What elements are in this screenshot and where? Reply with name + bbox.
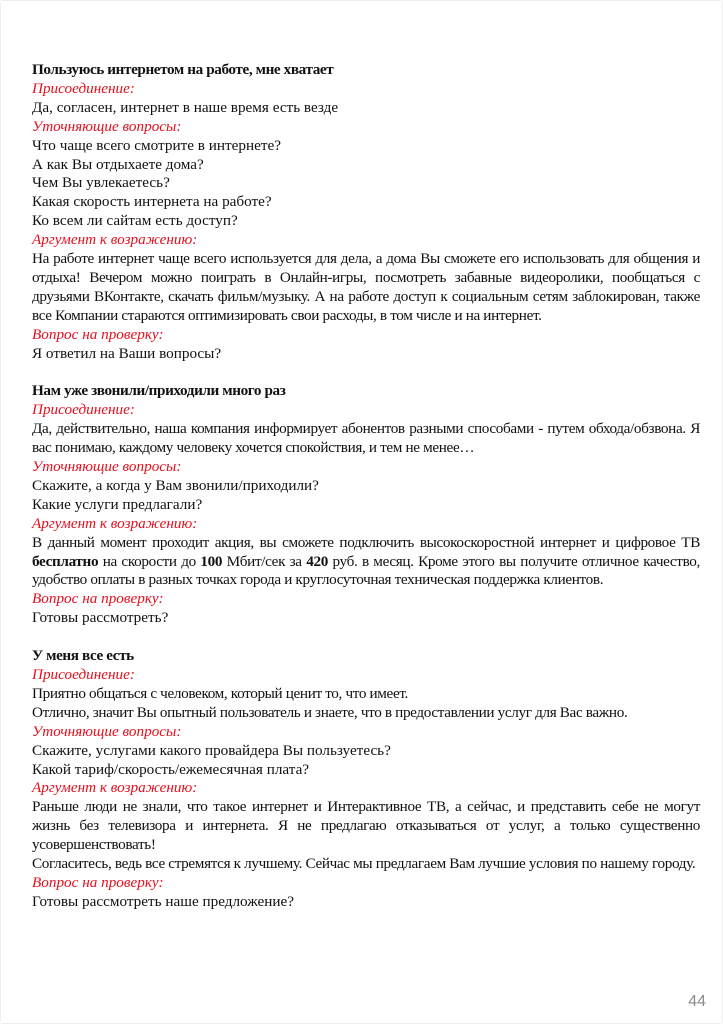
clarify-line: Какая скорость интернета на работе?	[32, 193, 272, 211]
page-content	[32, 61, 700, 931]
check-label: Вопрос на проверку:	[32, 325, 164, 343]
join-label: Присоединение:	[32, 665, 135, 683]
argument-text	[32, 534, 700, 591]
page-number: 44	[688, 993, 706, 1010]
argument-text-part: В данный момент проходит акция, вы сможете подключить высокоскоростной интернет и цифровое ТВ	[32, 533, 700, 551]
argument-text-part: Мбит/сек за	[222, 552, 307, 570]
check-text: Я ответил на Ваши вопросы?	[32, 344, 222, 362]
join-text: Да, действительно, наша компания информирует абонентов разными способами - путем обхода/обзвона. Я вас понимаю, каждому человеку хочется спокойствия, и тем не менее…	[32, 420, 700, 457]
emphasis-price: 420	[306, 552, 328, 570]
argument-label: Аргумент к возражению:	[32, 779, 198, 797]
clarify-label: Уточняющие вопросы:	[32, 458, 182, 476]
objection-section-work-internet	[32, 61, 700, 364]
join-line: Да, согласен, интернет в наше время есть везде	[32, 98, 339, 116]
argument-text-part: на скорости до	[98, 552, 201, 570]
clarify-label: Уточняющие вопросы:	[32, 117, 182, 135]
argument-paragraph: Согласитесь, ведь все стремятся к лучшему. Сейчас мы предлагаем Вам лучшие условия по нашему городу.	[32, 855, 696, 873]
objection-heading: Нам уже звонили/приходили много раз	[32, 382, 286, 400]
clarify-line: Скажите, а когда у Вам звонили/приходили?	[32, 476, 319, 494]
clarify-line: Какие услуги предлагали?	[32, 495, 203, 513]
join-label: Присоединение:	[32, 401, 135, 419]
clarify-line: Чем Вы увлекаетесь?	[32, 174, 170, 192]
argument-paragraph: Раньше люди не знали, что такое интернет и Интерактивное ТВ, а сейчас, и представить себе не могут жизнь без телевизора и интернета. Я не предлагаю отказываться от услуг, а только существенно усовершенствовать!	[32, 798, 700, 854]
argument-label: Аргумент к возражению:	[32, 514, 198, 532]
join-line: Отлично, значит Вы опытный пользователь и знаете, что в предоставлении услуг для Вас важно.	[32, 703, 628, 721]
check-text: Готовы рассмотреть наше предложение?	[32, 892, 295, 910]
check-label: Вопрос на проверку:	[32, 873, 164, 891]
argument-label: Аргумент к возражению:	[32, 231, 198, 249]
join-line: Приятно общаться с человеком, который ценит то, что имеет.	[32, 684, 408, 702]
objection-section-have-everything	[32, 647, 700, 912]
objection-section-already-called	[32, 382, 700, 628]
emphasis-free: бесплатно	[32, 552, 99, 570]
clarify-label: Уточняющие вопросы:	[32, 722, 182, 740]
check-text: Готовы рассмотреть?	[32, 609, 169, 627]
clarify-line: Скажите, услугами какого провайдера Вы пользуетесь?	[32, 741, 391, 759]
check-label: Вопрос на проверку:	[32, 590, 164, 608]
emphasis-speed: 100	[200, 552, 223, 570]
join-label: Присоединение:	[32, 79, 135, 97]
clarify-line: Что чаще всего смотрите в интернете?	[32, 136, 281, 154]
objection-heading: Пользуюсь интернетом на работе, мне хватает	[32, 61, 334, 78]
clarify-line: А как Вы отдыхаете дома?	[32, 155, 204, 173]
clarify-line: Какой тариф/скорость/ежемесячная плата?	[32, 760, 310, 778]
argument-text-part: руб. в месяц. Кроме этого вы получите отличное качество, удобство оплаты в разных точках города и круглосуточная техническая поддержка клиентов.	[32, 552, 700, 589]
clarify-line: Ко всем ли сайтам есть доступ?	[32, 212, 238, 230]
argument-text: На работе интернет чаще всего используется для дела, а дома Вы сможете его использовать для общения и отдыха! Вечером можно поиграть в Онлайн-игры, посмотреть забавные видеоролики, пообщаться с друзьями ВКонтакте, скачать фильм/музыку. А на работе доступ к социальным сетям заблокирован, также все Компании стараются оптимизировать свои расходы, в том числе и на интернет.	[32, 250, 700, 324]
objection-heading: У меня все есть	[32, 647, 134, 665]
